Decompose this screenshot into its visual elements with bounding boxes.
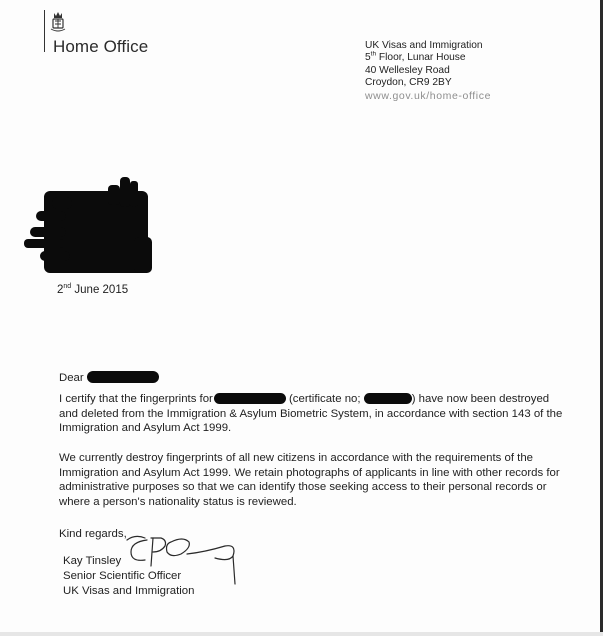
royal-crest-icon (50, 11, 66, 33)
address-line-3: 40 Wellesley Road (365, 64, 450, 76)
address-line-4: Croydon, CR9 2BY (365, 77, 452, 89)
signatory-org: UK Visas and Immigration (63, 585, 195, 597)
letter-date: 2nd June 2015 (57, 283, 129, 296)
address-line-2: 5th Floor, Lunar House (365, 51, 466, 64)
signatory-block (63, 554, 194, 599)
paragraph-retention-policy: We currently destroy fingerprints of all new citizens in accordance with the requirements of the Immigration and Asylum Act 1999. We retain photographs of applicants in line with other records for administrative purposes so that we can identify those seeking access to their personal records or where a person's nationality status is reviewed. (59, 452, 560, 508)
redacted-recipient-address (24, 177, 156, 277)
salutation: Dear (59, 371, 564, 386)
scan-edge-bottom (0, 632, 603, 636)
sender-address (365, 40, 491, 102)
paragraph-certification: I certify that the fingerprints for (certificate no; ) have now been destroyed and deleted from the Immigration & Asylum Biometric System, in accordance with section 143 of the Immigration and Asylum Act 1999. (59, 393, 563, 435)
closing: Kind regards, (59, 528, 127, 540)
signatory-name: Kay Tinsley (63, 555, 122, 567)
org-name: Home Office (53, 37, 149, 56)
redacted-subject-name (214, 393, 286, 404)
redacted-certificate-number (364, 393, 412, 404)
logo-divider (44, 10, 45, 52)
redacted-name (87, 371, 159, 383)
address-line-1: UK Visas and Immigration (365, 40, 483, 51)
website-url: www.gov.uk/home-office (365, 89, 492, 102)
signatory-title: Senior Scientific Officer (63, 570, 182, 582)
